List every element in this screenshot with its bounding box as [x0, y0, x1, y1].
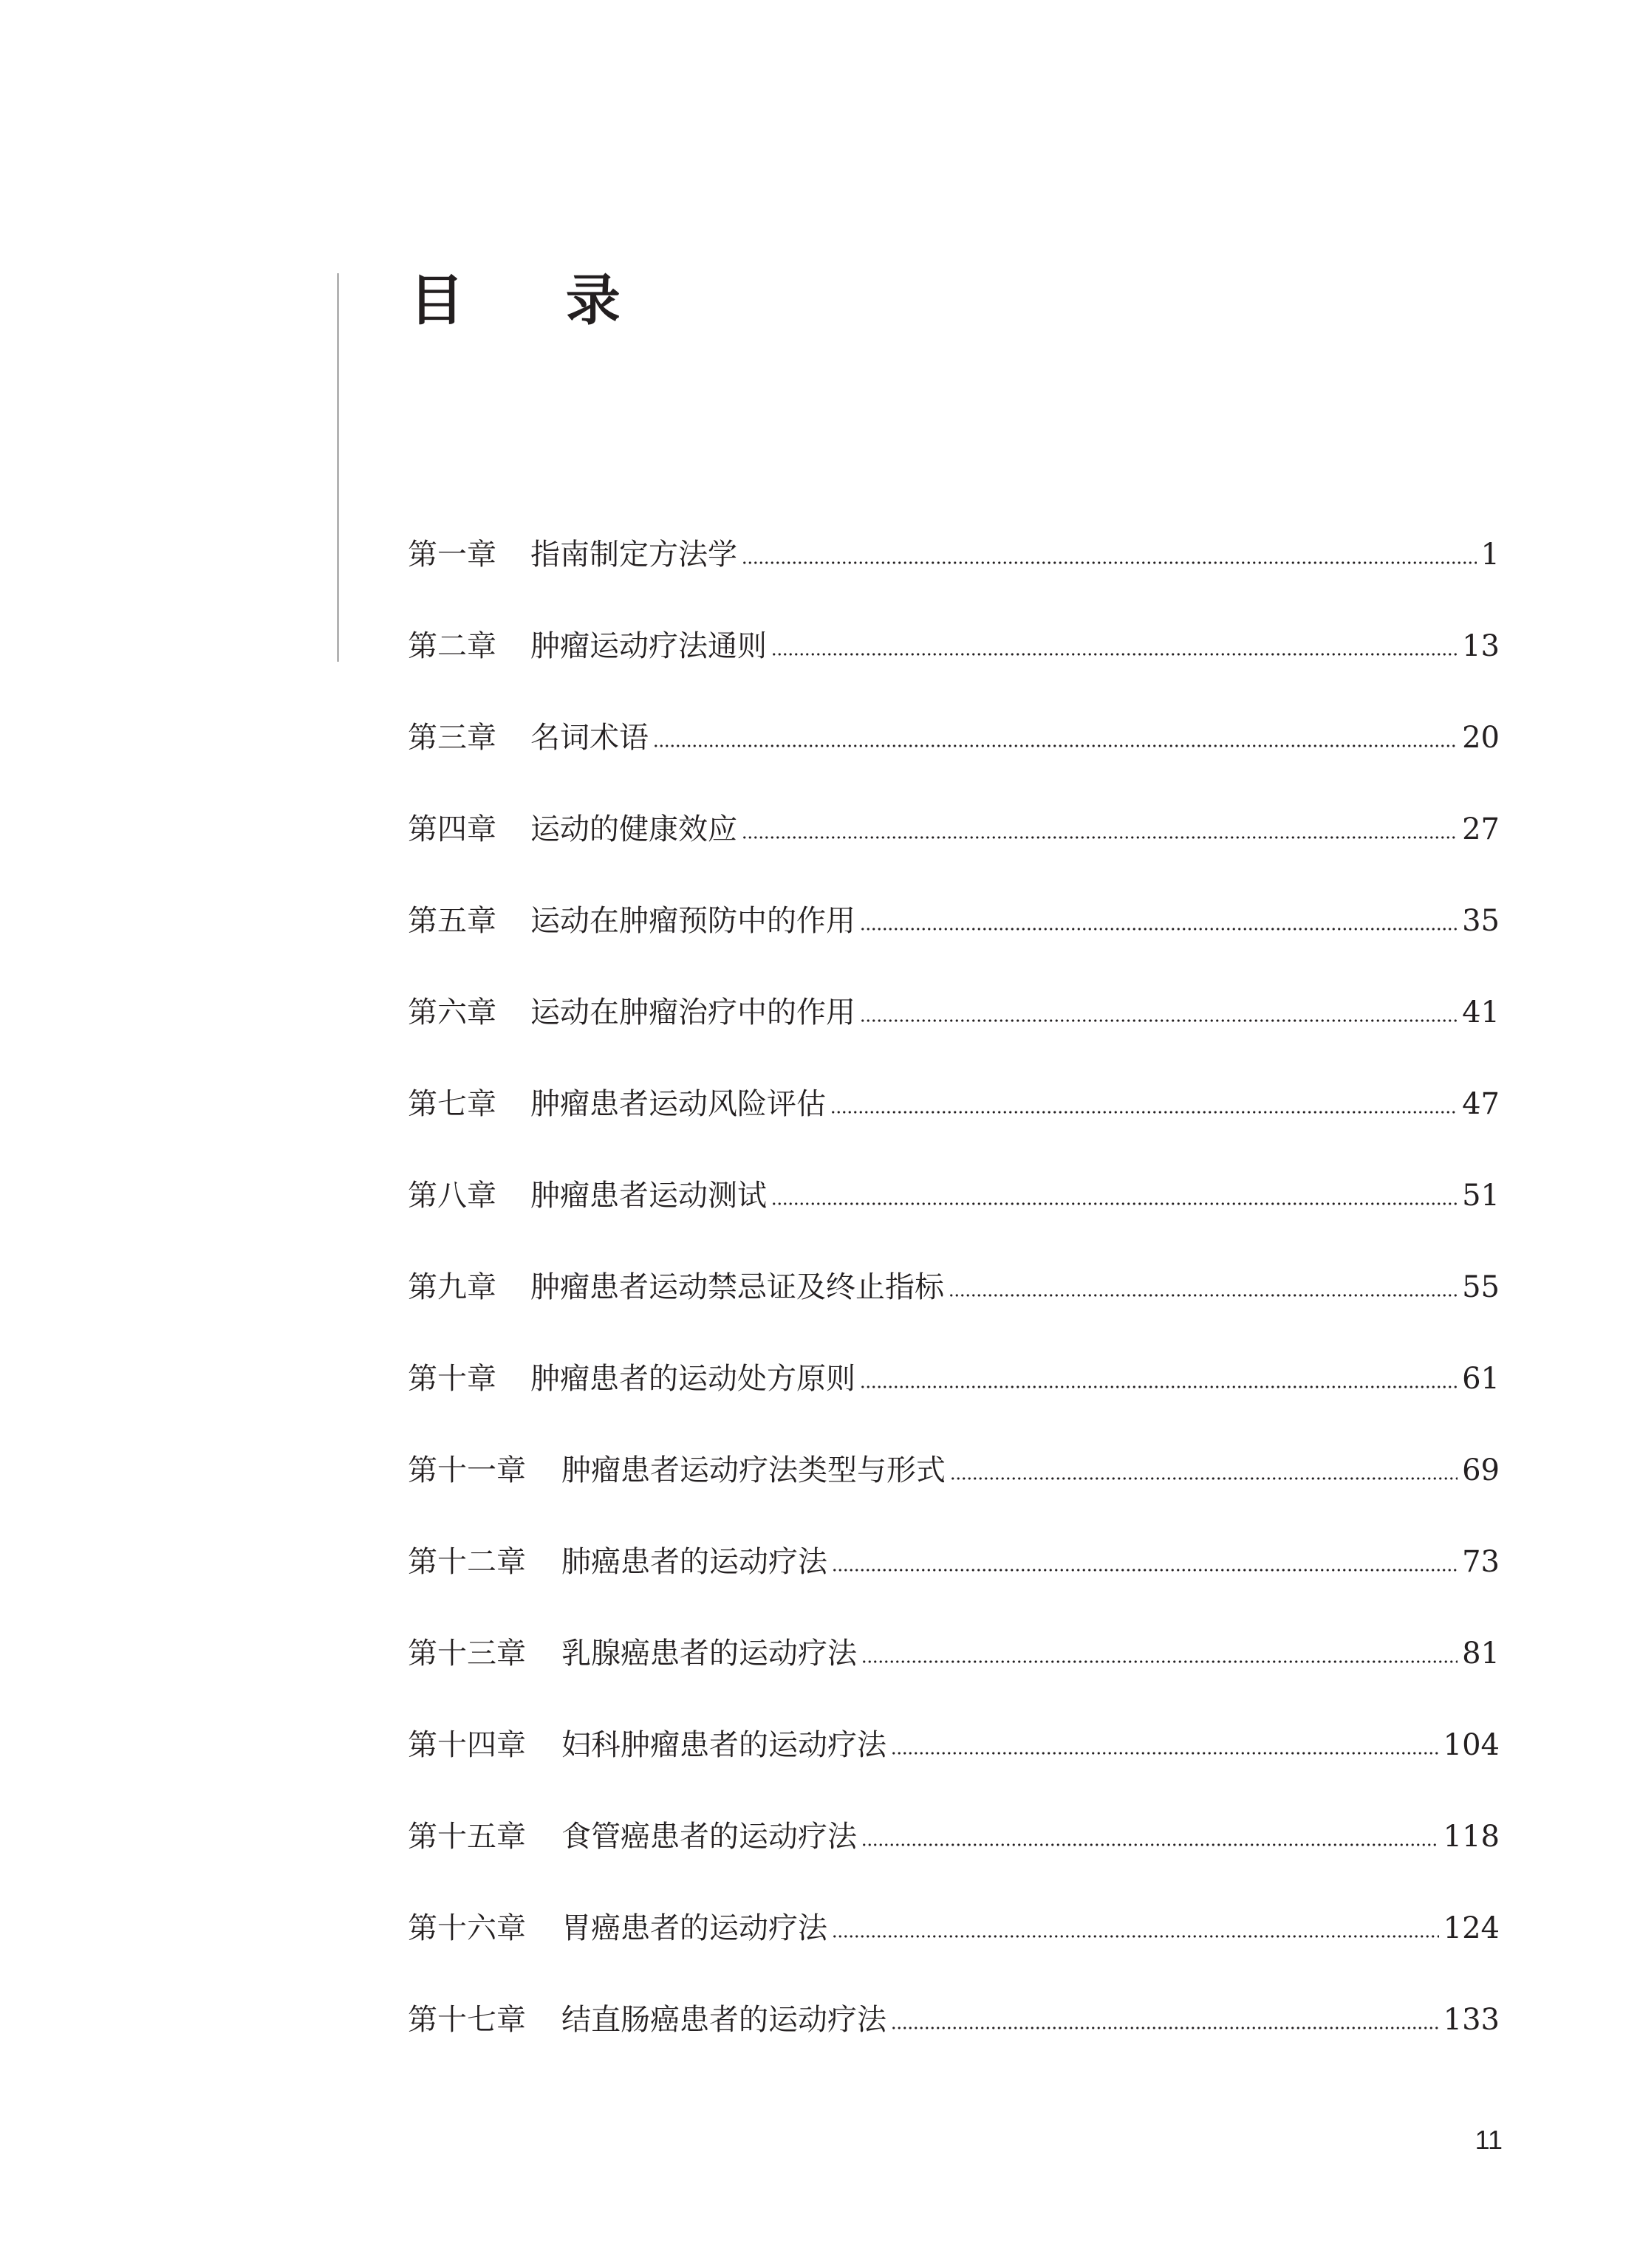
toc-dot-leader	[832, 1900, 1439, 1956]
toc-entry-chapter-9[interactable]	[408, 1259, 1500, 1351]
toc-chapter-label: 第五章	[408, 904, 496, 938]
toc-chapter-title: 食管癌患者的运动疗法	[561, 1820, 857, 1854]
toc-entry-chapter-15[interactable]	[408, 1809, 1500, 1900]
toc-entry-chapter-16[interactable]	[408, 1900, 1500, 1992]
toc-page-number: 69	[1462, 1453, 1500, 1487]
toc-chapter-title: 运动在肿瘤预防中的作用	[530, 904, 855, 938]
toc-entry-chapter-12[interactable]	[408, 1534, 1500, 1625]
toc-page-number: 133	[1443, 2003, 1500, 2037]
toc-page-number: 20	[1462, 721, 1500, 755]
title-side-rule	[337, 273, 339, 662]
toc-entry-chapter-4[interactable]	[408, 801, 1500, 893]
toc-dot-leader	[861, 1625, 1458, 1682]
toc-dot-leader	[742, 801, 1458, 857]
toc-chapter-title: 肿瘤运动疗法通则	[530, 629, 767, 663]
toc-dot-leader	[891, 1717, 1439, 1773]
toc-chapter-title: 名词术语	[530, 721, 649, 755]
toc-chapter-label: 第二章	[408, 629, 496, 663]
toc-page-number: 61	[1462, 1362, 1500, 1396]
toc-chapter-label: 第十章	[408, 1362, 496, 1396]
toc-chapter-title: 肿瘤患者运动风险评估	[530, 1087, 826, 1121]
toc-page-number: 73	[1462, 1545, 1500, 1579]
toc-chapter-title: 运动在肿瘤治疗中的作用	[530, 996, 855, 1029]
toc-chapter-label: 第八章	[408, 1179, 496, 1213]
toc-chapter-title: 指南制定方法学	[530, 538, 737, 572]
toc-page-number: 47	[1462, 1087, 1500, 1121]
toc-entry-chapter-17[interactable]	[408, 1992, 1500, 2083]
toc-dot-leader	[860, 984, 1458, 1041]
toc-entry-chapter-1[interactable]	[408, 527, 1500, 618]
table-of-contents	[408, 527, 1500, 2083]
toc-page-number: 13	[1462, 629, 1500, 663]
toc-page-number: 27	[1462, 812, 1500, 846]
toc-chapter-title: 肿瘤患者运动疗法类型与形式	[561, 1453, 946, 1487]
toc-entry-chapter-8[interactable]	[408, 1168, 1500, 1259]
toc-dot-leader	[653, 710, 1458, 766]
toc-dot-leader	[950, 1442, 1458, 1498]
toc-entry-chapter-7[interactable]	[408, 1076, 1500, 1168]
toc-chapter-title: 运动的健康效应	[530, 812, 737, 846]
toc-chapter-label: 第十六章	[408, 1911, 526, 1945]
toc-chapter-label: 第九章	[408, 1270, 496, 1304]
toc-chapter-title: 肿瘤患者的运动处方原则	[530, 1362, 855, 1396]
toc-dot-leader	[771, 618, 1458, 674]
toc-chapter-title: 妇科肿瘤患者的运动疗法	[561, 1728, 886, 1762]
toc-chapter-label: 第十四章	[408, 1728, 526, 1762]
toc-page-number: 35	[1462, 904, 1500, 938]
toc-entry-chapter-14[interactable]	[408, 1717, 1500, 1809]
toc-page-number: 41	[1462, 996, 1500, 1029]
toc-page-number: 124	[1443, 1911, 1500, 1945]
toc-entry-chapter-6[interactable]	[408, 984, 1500, 1076]
toc-chapter-label: 第七章	[408, 1087, 496, 1121]
toc-entry-chapter-5[interactable]	[408, 893, 1500, 984]
toc-chapter-label: 第三章	[408, 721, 496, 755]
toc-entry-chapter-13[interactable]	[408, 1625, 1500, 1717]
toc-chapter-title: 肿瘤患者运动禁忌证及终止指标	[530, 1270, 944, 1304]
toc-chapter-title: 肿瘤患者运动测试	[530, 1179, 767, 1213]
toc-chapter-label: 第十二章	[408, 1545, 526, 1579]
toc-chapter-label: 第四章	[408, 812, 496, 846]
toc-page-number: 104	[1443, 1728, 1500, 1762]
toc-chapter-label: 第十三章	[408, 1637, 526, 1671]
toc-chapter-label: 第十七章	[408, 2003, 526, 2037]
toc-dot-leader	[832, 1534, 1458, 1590]
page-title: 目 录	[409, 269, 662, 332]
toc-chapter-label: 第六章	[408, 996, 496, 1029]
toc-page-number: 81	[1462, 1637, 1500, 1671]
toc-dot-leader	[860, 893, 1458, 949]
toc-chapter-title: 乳腺癌患者的运动疗法	[561, 1637, 857, 1671]
toc-chapter-label: 第十五章	[408, 1820, 526, 1854]
toc-entry-chapter-10[interactable]	[408, 1351, 1500, 1442]
toc-chapter-label: 第一章	[408, 538, 496, 572]
toc-entry-chapter-3[interactable]	[408, 710, 1500, 801]
toc-page-number: 1	[1480, 538, 1500, 572]
toc-chapter-title: 肺癌患者的运动疗法	[561, 1545, 827, 1579]
footer-page-number: 11	[1475, 2125, 1503, 2155]
toc-dot-leader	[830, 1076, 1458, 1132]
toc-dot-leader	[949, 1259, 1458, 1315]
toc-dot-leader	[742, 527, 1477, 583]
toc-page-number: 118	[1443, 1820, 1500, 1854]
toc-page-number: 55	[1462, 1270, 1500, 1304]
toc-page-number: 51	[1462, 1179, 1500, 1213]
toc-chapter-title: 胃癌患者的运动疗法	[561, 1911, 827, 1945]
toc-dot-leader	[861, 1809, 1439, 1865]
toc-chapter-title: 结直肠癌患者的运动疗法	[561, 2003, 886, 2037]
toc-entry-chapter-11[interactable]	[408, 1442, 1500, 1534]
toc-dot-leader	[860, 1351, 1458, 1407]
toc-entry-chapter-2[interactable]	[408, 618, 1500, 710]
toc-dot-leader	[891, 1992, 1439, 2048]
toc-dot-leader	[771, 1168, 1458, 1224]
toc-chapter-label: 第十一章	[408, 1453, 526, 1487]
